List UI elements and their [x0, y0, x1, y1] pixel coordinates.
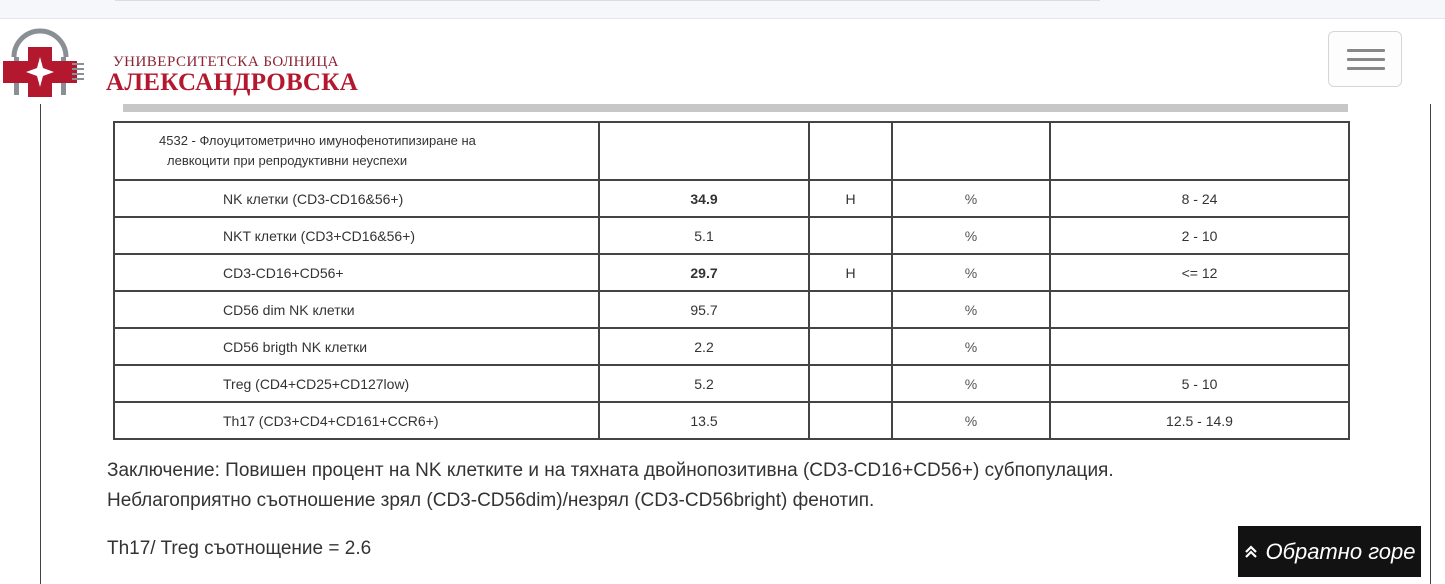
address-bar-edge — [115, 0, 1100, 1]
header-empty-cell — [1050, 122, 1349, 180]
table-row — [114, 217, 1349, 254]
row-name: NK клетки (CD3-CD16&56+) — [114, 180, 599, 217]
header-empty-cell — [599, 122, 809, 180]
row-ref: 12.5 - 14.9 — [1050, 402, 1349, 439]
row-flag: Н — [809, 254, 892, 291]
double-chevron-up-icon — [1243, 544, 1259, 560]
hospital-logo[interactable] — [0, 27, 359, 101]
row-unit: % — [892, 328, 1050, 365]
back-to-top-label: Обратно горе — [1265, 538, 1416, 564]
row-flag: Н — [809, 180, 892, 217]
section-header-bar — [123, 104, 1348, 112]
logo-subtitle: УНИВЕРСИТЕТСКА БОЛНИЦА — [113, 54, 339, 70]
logo-title: АЛЕКСАНДРОВСКА — [106, 69, 359, 96]
row-ref: 2 - 10 — [1050, 217, 1349, 254]
test-title-cell — [114, 122, 599, 180]
row-flag — [809, 291, 892, 328]
row-ref — [1050, 328, 1349, 365]
row-unit: % — [892, 217, 1050, 254]
header-empty-cell — [809, 122, 892, 180]
row-flag — [809, 328, 892, 365]
row-ref: 8 - 24 — [1050, 180, 1349, 217]
menu-toggle-button[interactable] — [1328, 31, 1402, 87]
row-value: 5.1 — [599, 217, 809, 254]
table-row — [114, 402, 1349, 439]
row-flag — [809, 365, 892, 402]
hamburger-icon-bar — [1347, 67, 1385, 70]
row-name: CD56 dim NK клетки — [114, 291, 599, 328]
row-value: 29.7 — [599, 254, 809, 291]
table-row — [114, 328, 1349, 365]
table-row — [114, 180, 1349, 217]
row-ref: 5 - 10 — [1050, 365, 1349, 402]
conclusion-line1: Заключение: Повишен процент на NK клетките и на тяхната двойнопозитивна (CD3-CD16+CD56+) субпопулация. — [107, 460, 1114, 481]
table-row — [114, 365, 1349, 402]
row-ref: <= 12 — [1050, 254, 1349, 291]
cross-emblem-icon — [0, 27, 100, 101]
row-unit: % — [892, 365, 1050, 402]
row-value: 5.2 — [599, 365, 809, 402]
table-row — [114, 291, 1349, 328]
row-ref — [1050, 291, 1349, 328]
row-unit: % — [892, 291, 1050, 328]
row-unit: % — [892, 402, 1050, 439]
ratio-text: Th17/ Treg съотнощение = 2.6 — [107, 538, 372, 559]
conclusion-text — [107, 456, 1114, 516]
row-name: CD3-CD16+CD56+ — [114, 254, 599, 291]
table-row — [114, 254, 1349, 291]
row-name: Treg (CD4+CD25+CD127low) — [114, 365, 599, 402]
hamburger-icon-bar — [1347, 58, 1385, 61]
row-flag — [809, 217, 892, 254]
row-name: Th17 (CD3+CD4+CD161+CCR6+) — [114, 402, 599, 439]
header-empty-cell — [892, 122, 1050, 180]
row-value: 2.2 — [599, 328, 809, 365]
site-header — [0, 19, 1445, 104]
row-value: 34.9 — [599, 180, 809, 217]
conclusion-line2: Неблагоприятно съотношение зрял (CD3-CD56dim)/незрял (CD3-CD56bright) фенотип. — [107, 490, 875, 511]
row-flag — [809, 402, 892, 439]
row-name: NKT клетки (CD3+CD16&56+) — [114, 217, 599, 254]
row-value: 95.7 — [599, 291, 809, 328]
test-title-line1: 4532 - Флоуцитометрично имунофенотипизиране на — [159, 133, 476, 148]
table-header-row — [114, 122, 1349, 180]
row-name: CD56 brigth NK клетки — [114, 328, 599, 365]
test-title-line2: левкоцити при репродуктивни неуспехи — [167, 153, 408, 168]
hamburger-icon — [1347, 49, 1385, 52]
row-unit: % — [892, 254, 1050, 291]
browser-top-band — [0, 0, 1445, 19]
row-value: 13.5 — [599, 402, 809, 439]
row-unit: % — [892, 180, 1050, 217]
back-to-top-button[interactable] — [1238, 526, 1421, 577]
results-table — [113, 121, 1350, 440]
